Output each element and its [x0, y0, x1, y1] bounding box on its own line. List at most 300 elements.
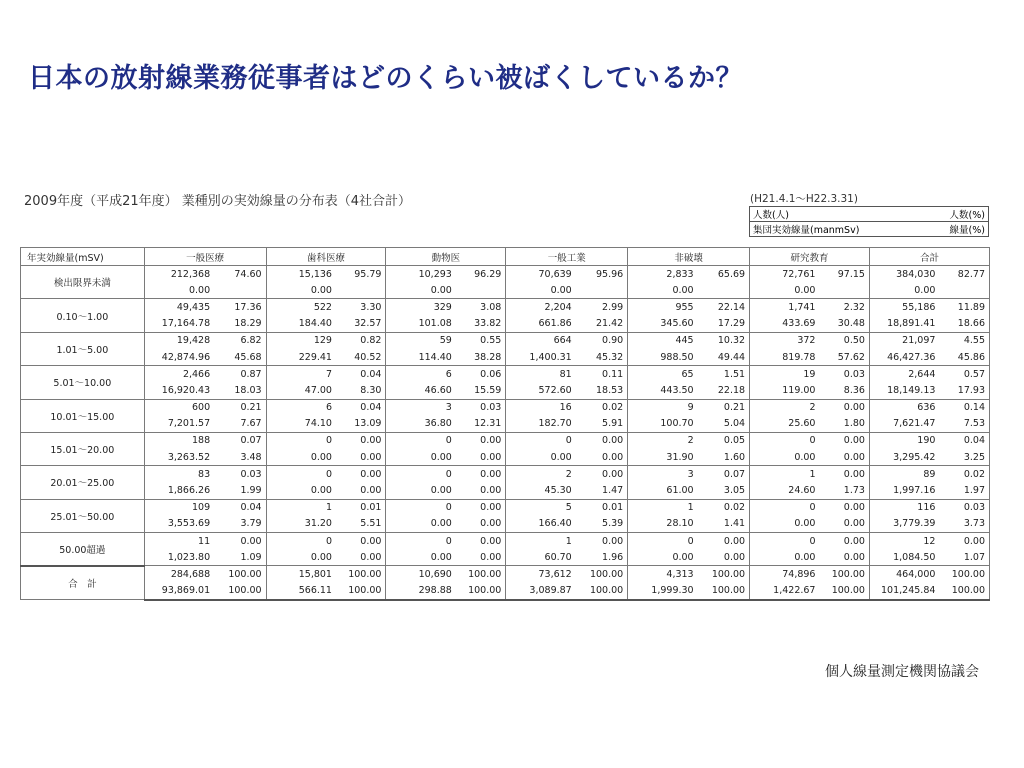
dose-percent-cell: 5.39 [576, 516, 628, 533]
collective-dose-cell: 3,553.69 [144, 516, 214, 533]
dose-percent-cell: 100.00 [698, 583, 750, 600]
table-row-persons [21, 266, 990, 283]
collective-dose-cell: 3,089.87 [506, 583, 576, 600]
dose-percent-cell: 7.67 [214, 416, 266, 433]
persons-percent-cell: 0.04 [336, 366, 386, 383]
collective-dose-cell: 0.00 [266, 282, 336, 299]
persons-count-cell: 74,896 [750, 566, 820, 583]
dose-percent-cell [214, 282, 266, 299]
collective-dose-cell: 0.00 [750, 282, 820, 299]
collective-dose-cell: 25.60 [750, 416, 820, 433]
persons-percent-cell: 100.00 [698, 566, 750, 583]
persons-percent-cell: 0.50 [819, 332, 869, 349]
column-header: 研究教育 [750, 248, 870, 266]
dose-percent-cell: 3.73 [939, 516, 989, 533]
persons-count-cell: 2 [506, 466, 576, 483]
persons-percent-cell: 10.32 [698, 332, 750, 349]
persons-count-cell: 3 [386, 399, 456, 416]
column-header: 歯科医療 [266, 248, 386, 266]
dose-range-label: 1.01～5.00 [21, 332, 145, 365]
table-row-dose [21, 316, 990, 333]
persons-percent-cell: 0.11 [576, 366, 628, 383]
persons-percent-cell: 74.60 [214, 266, 266, 283]
legend-dose-percent: 線量(%) [924, 222, 989, 237]
collective-dose-cell: 0.00 [266, 549, 336, 566]
collective-dose-cell: 345.60 [628, 316, 698, 333]
collective-dose-cell: 988.50 [628, 349, 698, 366]
persons-percent-cell: 22.14 [698, 299, 750, 316]
persons-count-cell: 2 [628, 432, 698, 449]
collective-dose-cell: 184.40 [266, 316, 336, 333]
dose-distribution-table [20, 247, 990, 601]
persons-count-cell: 0 [266, 466, 336, 483]
collective-dose-cell: 0.00 [506, 282, 576, 299]
collective-dose-cell: 572.60 [506, 382, 576, 399]
dose-percent-cell: 100.00 [456, 583, 506, 600]
dose-percent-cell: 0.00 [456, 449, 506, 466]
collective-dose-cell: 28.10 [628, 516, 698, 533]
persons-count-cell: 73,612 [506, 566, 576, 583]
dose-range-label: 50.00超過 [21, 533, 145, 566]
dose-percent-cell: 0.00 [456, 516, 506, 533]
collective-dose-cell: 298.88 [386, 583, 456, 600]
dose-percent-cell: 33.82 [456, 316, 506, 333]
persons-count-cell: 1 [750, 466, 820, 483]
collective-dose-cell: 1,422.67 [750, 583, 820, 600]
dose-percent-cell: 57.62 [819, 349, 869, 366]
persons-percent-cell: 95.96 [576, 266, 628, 283]
persons-percent-cell: 2.32 [819, 299, 869, 316]
persons-percent-cell: 0.21 [214, 399, 266, 416]
dose-range-label: 10.01～15.00 [21, 399, 145, 432]
persons-count-cell: 384,030 [869, 266, 939, 283]
dose-range-label: 25.01～50.00 [21, 499, 145, 532]
collective-dose-cell: 93,869.01 [144, 583, 214, 600]
persons-count-cell: 0 [386, 533, 456, 550]
persons-percent-cell: 0.00 [576, 466, 628, 483]
persons-count-cell: 955 [628, 299, 698, 316]
persons-percent-cell: 0.00 [576, 533, 628, 550]
dose-percent-cell: 0.00 [456, 482, 506, 499]
collective-dose-cell: 3,779.39 [869, 516, 939, 533]
legend-persons-percent: 人数(%) [924, 207, 989, 222]
collective-dose-cell: 0.00 [266, 449, 336, 466]
persons-percent-cell: 100.00 [214, 566, 266, 583]
column-header: 非破壊 [628, 248, 750, 266]
persons-count-cell: 0 [750, 533, 820, 550]
dose-percent-cell: 17.29 [698, 316, 750, 333]
dose-percent-cell: 5.04 [698, 416, 750, 433]
collective-dose-cell: 47.00 [266, 382, 336, 399]
collective-dose-cell: 18,891.41 [869, 316, 939, 333]
dose-range-label: 5.01～10.00 [21, 366, 145, 399]
dose-percent-cell: 32.57 [336, 316, 386, 333]
collective-dose-cell: 0.00 [628, 549, 698, 566]
persons-count-cell: 4,313 [628, 566, 698, 583]
dose-percent-cell: 3.05 [698, 482, 750, 499]
persons-count-cell: 464,000 [869, 566, 939, 583]
collective-dose-cell: 0.00 [386, 516, 456, 533]
persons-percent-cell: 0.00 [456, 499, 506, 516]
persons-percent-cell: 100.00 [456, 566, 506, 583]
persons-percent-cell: 17.36 [214, 299, 266, 316]
collective-dose-cell: 819.78 [750, 349, 820, 366]
persons-percent-cell: 100.00 [939, 566, 989, 583]
collective-dose-cell: 3,295.42 [869, 449, 939, 466]
persons-count-cell: 600 [144, 399, 214, 416]
dose-percent-cell: 18.03 [214, 382, 266, 399]
table-row-dose [21, 482, 990, 499]
dose-percent-cell: 1.60 [698, 449, 750, 466]
persons-percent-cell: 0.03 [456, 399, 506, 416]
dose-percent-cell: 7.53 [939, 416, 989, 433]
persons-percent-cell: 0.00 [819, 432, 869, 449]
persons-percent-cell: 0.00 [456, 533, 506, 550]
persons-count-cell: 2 [750, 399, 820, 416]
dose-percent-cell: 0.00 [576, 449, 628, 466]
persons-percent-cell: 0.00 [698, 533, 750, 550]
collective-dose-cell: 1,866.26 [144, 482, 214, 499]
collective-dose-cell: 182.70 [506, 416, 576, 433]
dose-percent-cell: 38.28 [456, 349, 506, 366]
persons-count-cell: 2,833 [628, 266, 698, 283]
persons-count-cell: 19,428 [144, 332, 214, 349]
persons-count-cell: 10,293 [386, 266, 456, 283]
persons-count-cell: 109 [144, 499, 214, 516]
persons-percent-cell: 100.00 [336, 566, 386, 583]
table-row-dose [21, 449, 990, 466]
table-row-dose [21, 282, 990, 299]
persons-count-cell: 15,801 [266, 566, 336, 583]
dose-percent-cell: 45.68 [214, 349, 266, 366]
persons-count-cell: 15,136 [266, 266, 336, 283]
collective-dose-cell: 0.00 [386, 549, 456, 566]
persons-percent-cell: 6.82 [214, 332, 266, 349]
collective-dose-cell: 0.00 [869, 282, 939, 299]
dose-percent-cell: 100.00 [336, 583, 386, 600]
persons-percent-cell: 0.00 [819, 399, 869, 416]
persons-count-cell: 0 [506, 432, 576, 449]
collective-dose-cell: 1,999.30 [628, 583, 698, 600]
persons-count-cell: 0 [750, 432, 820, 449]
persons-count-cell: 6 [386, 366, 456, 383]
persons-percent-cell: 0.01 [576, 499, 628, 516]
persons-percent-cell: 0.00 [939, 533, 989, 550]
persons-percent-cell: 65.69 [698, 266, 750, 283]
collective-dose-cell: 1,084.50 [869, 549, 939, 566]
collective-dose-cell: 17,164.78 [144, 316, 214, 333]
dose-percent-cell: 8.30 [336, 382, 386, 399]
collective-dose-cell: 0.00 [144, 282, 214, 299]
persons-percent-cell: 95.79 [336, 266, 386, 283]
persons-count-cell: 2,644 [869, 366, 939, 383]
persons-percent-cell: 0.55 [456, 332, 506, 349]
dose-percent-cell: 22.18 [698, 382, 750, 399]
dose-percent-cell: 5.91 [576, 416, 628, 433]
table-row-dose [21, 583, 990, 600]
table-row-persons [21, 299, 990, 316]
dose-percent-cell: 8.36 [819, 382, 869, 399]
dose-percent-cell: 18.53 [576, 382, 628, 399]
dose-percent-cell: 18.29 [214, 316, 266, 333]
source-credit: 個人線量測定機関協議会 [825, 664, 979, 680]
persons-percent-cell: 0.00 [336, 533, 386, 550]
table-heading: 2009年度（平成21年度） 業種別の実効線量の分布表（4社合計） [24, 194, 412, 209]
period-label: (H21.4.1～H22.3.31) [750, 193, 858, 205]
persons-count-cell: 116 [869, 499, 939, 516]
persons-count-cell: 212,368 [144, 266, 214, 283]
collective-dose-cell: 3,263.52 [144, 449, 214, 466]
persons-percent-cell: 0.07 [214, 432, 266, 449]
dose-percent-cell: 1.47 [576, 482, 628, 499]
persons-percent-cell: 0.03 [819, 366, 869, 383]
persons-count-cell: 7 [266, 366, 336, 383]
persons-percent-cell: 1.51 [698, 366, 750, 383]
column-header: 一般医療 [144, 248, 266, 266]
persons-percent-cell: 0.07 [698, 466, 750, 483]
dose-percent-cell: 21.42 [576, 316, 628, 333]
dose-percent-cell: 49.44 [698, 349, 750, 366]
dose-percent-cell: 3.25 [939, 449, 989, 466]
dose-percent-cell: 0.00 [336, 549, 386, 566]
collective-dose-cell: 0.00 [386, 449, 456, 466]
persons-percent-cell: 0.14 [939, 399, 989, 416]
persons-count-cell: 49,435 [144, 299, 214, 316]
collective-dose-cell: 31.20 [266, 516, 336, 533]
dose-percent-cell: 0.00 [819, 516, 869, 533]
persons-count-cell: 12 [869, 533, 939, 550]
collective-dose-cell: 42,874.96 [144, 349, 214, 366]
persons-percent-cell: 0.00 [336, 432, 386, 449]
persons-percent-cell: 0.00 [456, 466, 506, 483]
dose-range-label: 15.01～20.00 [21, 432, 145, 465]
persons-percent-cell: 100.00 [819, 566, 869, 583]
persons-count-cell: 1 [266, 499, 336, 516]
table-row-persons [21, 432, 990, 449]
collective-dose-cell: 45.30 [506, 482, 576, 499]
collective-dose-cell: 661.86 [506, 316, 576, 333]
table-row-dose [21, 416, 990, 433]
collective-dose-cell: 229.41 [266, 349, 336, 366]
persons-percent-cell: 0.82 [336, 332, 386, 349]
table-row-dose [21, 516, 990, 533]
table-header-row [21, 248, 990, 266]
persons-percent-cell: 0.90 [576, 332, 628, 349]
persons-count-cell: 9 [628, 399, 698, 416]
dose-percent-cell: 45.86 [939, 349, 989, 366]
persons-count-cell: 0 [628, 533, 698, 550]
table-row-persons [21, 466, 990, 483]
dose-percent-cell: 0.00 [819, 449, 869, 466]
dose-percent-cell [819, 282, 869, 299]
dose-percent-cell: 100.00 [576, 583, 628, 600]
range-header: 年実効線量(mSV) [21, 248, 145, 266]
dose-percent-cell: 0.00 [819, 549, 869, 566]
table-row-persons [21, 332, 990, 349]
persons-count-cell: 81 [506, 366, 576, 383]
dose-percent-cell: 0.00 [456, 549, 506, 566]
collective-dose-cell: 114.40 [386, 349, 456, 366]
persons-percent-cell: 0.04 [336, 399, 386, 416]
dose-percent-cell: 0.00 [336, 482, 386, 499]
collective-dose-cell: 100.70 [628, 416, 698, 433]
persons-count-cell: 3 [628, 466, 698, 483]
collective-dose-cell: 46.60 [386, 382, 456, 399]
dose-range-label: 0.10～1.00 [21, 299, 145, 332]
dose-percent-cell: 100.00 [214, 583, 266, 600]
collective-dose-cell: 101.08 [386, 316, 456, 333]
persons-count-cell: 664 [506, 332, 576, 349]
persons-count-cell: 190 [869, 432, 939, 449]
table-row-dose [21, 549, 990, 566]
persons-percent-cell: 82.77 [939, 266, 989, 283]
table-row-dose [21, 382, 990, 399]
dose-percent-cell: 1.97 [939, 482, 989, 499]
persons-count-cell: 0 [386, 432, 456, 449]
collective-dose-cell: 1,023.80 [144, 549, 214, 566]
persons-percent-cell: 3.08 [456, 299, 506, 316]
persons-count-cell: 1 [628, 499, 698, 516]
persons-count-cell: 1,741 [750, 299, 820, 316]
persons-percent-cell: 0.05 [698, 432, 750, 449]
collective-dose-cell: 61.00 [628, 482, 698, 499]
dose-percent-cell: 1.41 [698, 516, 750, 533]
persons-count-cell: 445 [628, 332, 698, 349]
collective-dose-cell: 101,245.84 [869, 583, 939, 600]
legend-collective-dose: 集団実効線量(manmSv) [750, 222, 924, 237]
persons-count-cell: 10,690 [386, 566, 456, 583]
persons-count-cell: 372 [750, 332, 820, 349]
dose-percent-cell [939, 282, 989, 299]
collective-dose-cell: 443.50 [628, 382, 698, 399]
collective-dose-cell: 24.60 [750, 482, 820, 499]
persons-percent-cell: 0.00 [819, 533, 869, 550]
persons-percent-cell: 0.87 [214, 366, 266, 383]
persons-percent-cell: 97.15 [819, 266, 869, 283]
collective-dose-cell: 0.00 [506, 449, 576, 466]
dose-percent-cell: 1.96 [576, 549, 628, 566]
persons-count-cell: 0 [386, 466, 456, 483]
dose-percent-cell: 18.66 [939, 316, 989, 333]
persons-count-cell: 2,466 [144, 366, 214, 383]
column-header: 一般工業 [506, 248, 628, 266]
dose-range-label: 20.01～25.00 [21, 466, 145, 499]
persons-count-cell: 65 [628, 366, 698, 383]
persons-percent-cell: 0.21 [698, 399, 750, 416]
dose-percent-cell: 0.00 [336, 449, 386, 466]
collective-dose-cell: 46,427.36 [869, 349, 939, 366]
dose-percent-cell: 12.31 [456, 416, 506, 433]
persons-percent-cell: 3.30 [336, 299, 386, 316]
collective-dose-cell: 36.80 [386, 416, 456, 433]
persons-count-cell: 11 [144, 533, 214, 550]
collective-dose-cell: 1,997.16 [869, 482, 939, 499]
persons-count-cell: 6 [266, 399, 336, 416]
collective-dose-cell: 0.00 [386, 482, 456, 499]
dose-percent-cell: 30.48 [819, 316, 869, 333]
dose-percent-cell: 1.07 [939, 549, 989, 566]
persons-percent-cell: 96.29 [456, 266, 506, 283]
persons-percent-cell: 0.02 [576, 399, 628, 416]
collective-dose-cell: 1,400.31 [506, 349, 576, 366]
dose-percent-cell: 5.51 [336, 516, 386, 533]
persons-percent-cell: 0.02 [939, 466, 989, 483]
persons-count-cell: 83 [144, 466, 214, 483]
persons-count-cell: 55,186 [869, 299, 939, 316]
collective-dose-cell: 0.00 [750, 449, 820, 466]
collective-dose-cell: 7,201.57 [144, 416, 214, 433]
dose-percent-cell: 3.48 [214, 449, 266, 466]
dose-percent-cell: 45.32 [576, 349, 628, 366]
persons-percent-cell: 0.57 [939, 366, 989, 383]
persons-count-cell: 59 [386, 332, 456, 349]
persons-count-cell: 2,204 [506, 299, 576, 316]
collective-dose-cell: 166.40 [506, 516, 576, 533]
dose-percent-cell [576, 282, 628, 299]
persons-count-cell: 19 [750, 366, 820, 383]
table-row-persons [21, 499, 990, 516]
table-body [21, 266, 990, 600]
dose-percent-cell: 40.52 [336, 349, 386, 366]
persons-count-cell: 72,761 [750, 266, 820, 283]
persons-percent-cell: 2.99 [576, 299, 628, 316]
collective-dose-cell: 0.00 [266, 482, 336, 499]
persons-percent-cell: 0.00 [819, 466, 869, 483]
persons-percent-cell: 0.00 [336, 466, 386, 483]
column-header: 合計 [869, 248, 989, 266]
column-header: 動物医 [386, 248, 506, 266]
collective-dose-cell: 31.90 [628, 449, 698, 466]
persons-count-cell: 21,097 [869, 332, 939, 349]
dose-percent-cell: 15.59 [456, 382, 506, 399]
collective-dose-cell: 7,621.47 [869, 416, 939, 433]
persons-count-cell: 1 [506, 533, 576, 550]
persons-percent-cell: 0.00 [214, 533, 266, 550]
persons-percent-cell: 100.00 [576, 566, 628, 583]
persons-count-cell: 284,688 [144, 566, 214, 583]
persons-count-cell: 5 [506, 499, 576, 516]
collective-dose-cell: 0.00 [750, 516, 820, 533]
collective-dose-cell: 16,920.43 [144, 382, 214, 399]
collective-dose-cell: 433.69 [750, 316, 820, 333]
dose-percent-cell: 1.73 [819, 482, 869, 499]
dose-percent-cell: 13.09 [336, 416, 386, 433]
legend-box [749, 206, 989, 237]
persons-percent-cell: 4.55 [939, 332, 989, 349]
dose-percent-cell: 100.00 [939, 583, 989, 600]
dose-range-label: 合 計 [21, 566, 145, 600]
dose-percent-cell: 3.79 [214, 516, 266, 533]
persons-percent-cell: 0.06 [456, 366, 506, 383]
persons-count-cell: 188 [144, 432, 214, 449]
dose-percent-cell: 1.09 [214, 549, 266, 566]
persons-percent-cell: 0.03 [214, 466, 266, 483]
persons-percent-cell: 0.02 [698, 499, 750, 516]
persons-percent-cell: 0.04 [939, 432, 989, 449]
persons-percent-cell: 11.89 [939, 299, 989, 316]
legend-persons-count: 人数(人) [750, 207, 924, 222]
dose-percent-cell [698, 282, 750, 299]
persons-count-cell: 70,639 [506, 266, 576, 283]
table-row-persons [21, 399, 990, 416]
persons-percent-cell: 0.00 [576, 432, 628, 449]
persons-percent-cell: 0.01 [336, 499, 386, 516]
table-row-persons [21, 533, 990, 550]
persons-percent-cell: 0.04 [214, 499, 266, 516]
collective-dose-cell: 74.10 [266, 416, 336, 433]
dose-percent-cell [336, 282, 386, 299]
collective-dose-cell: 566.11 [266, 583, 336, 600]
